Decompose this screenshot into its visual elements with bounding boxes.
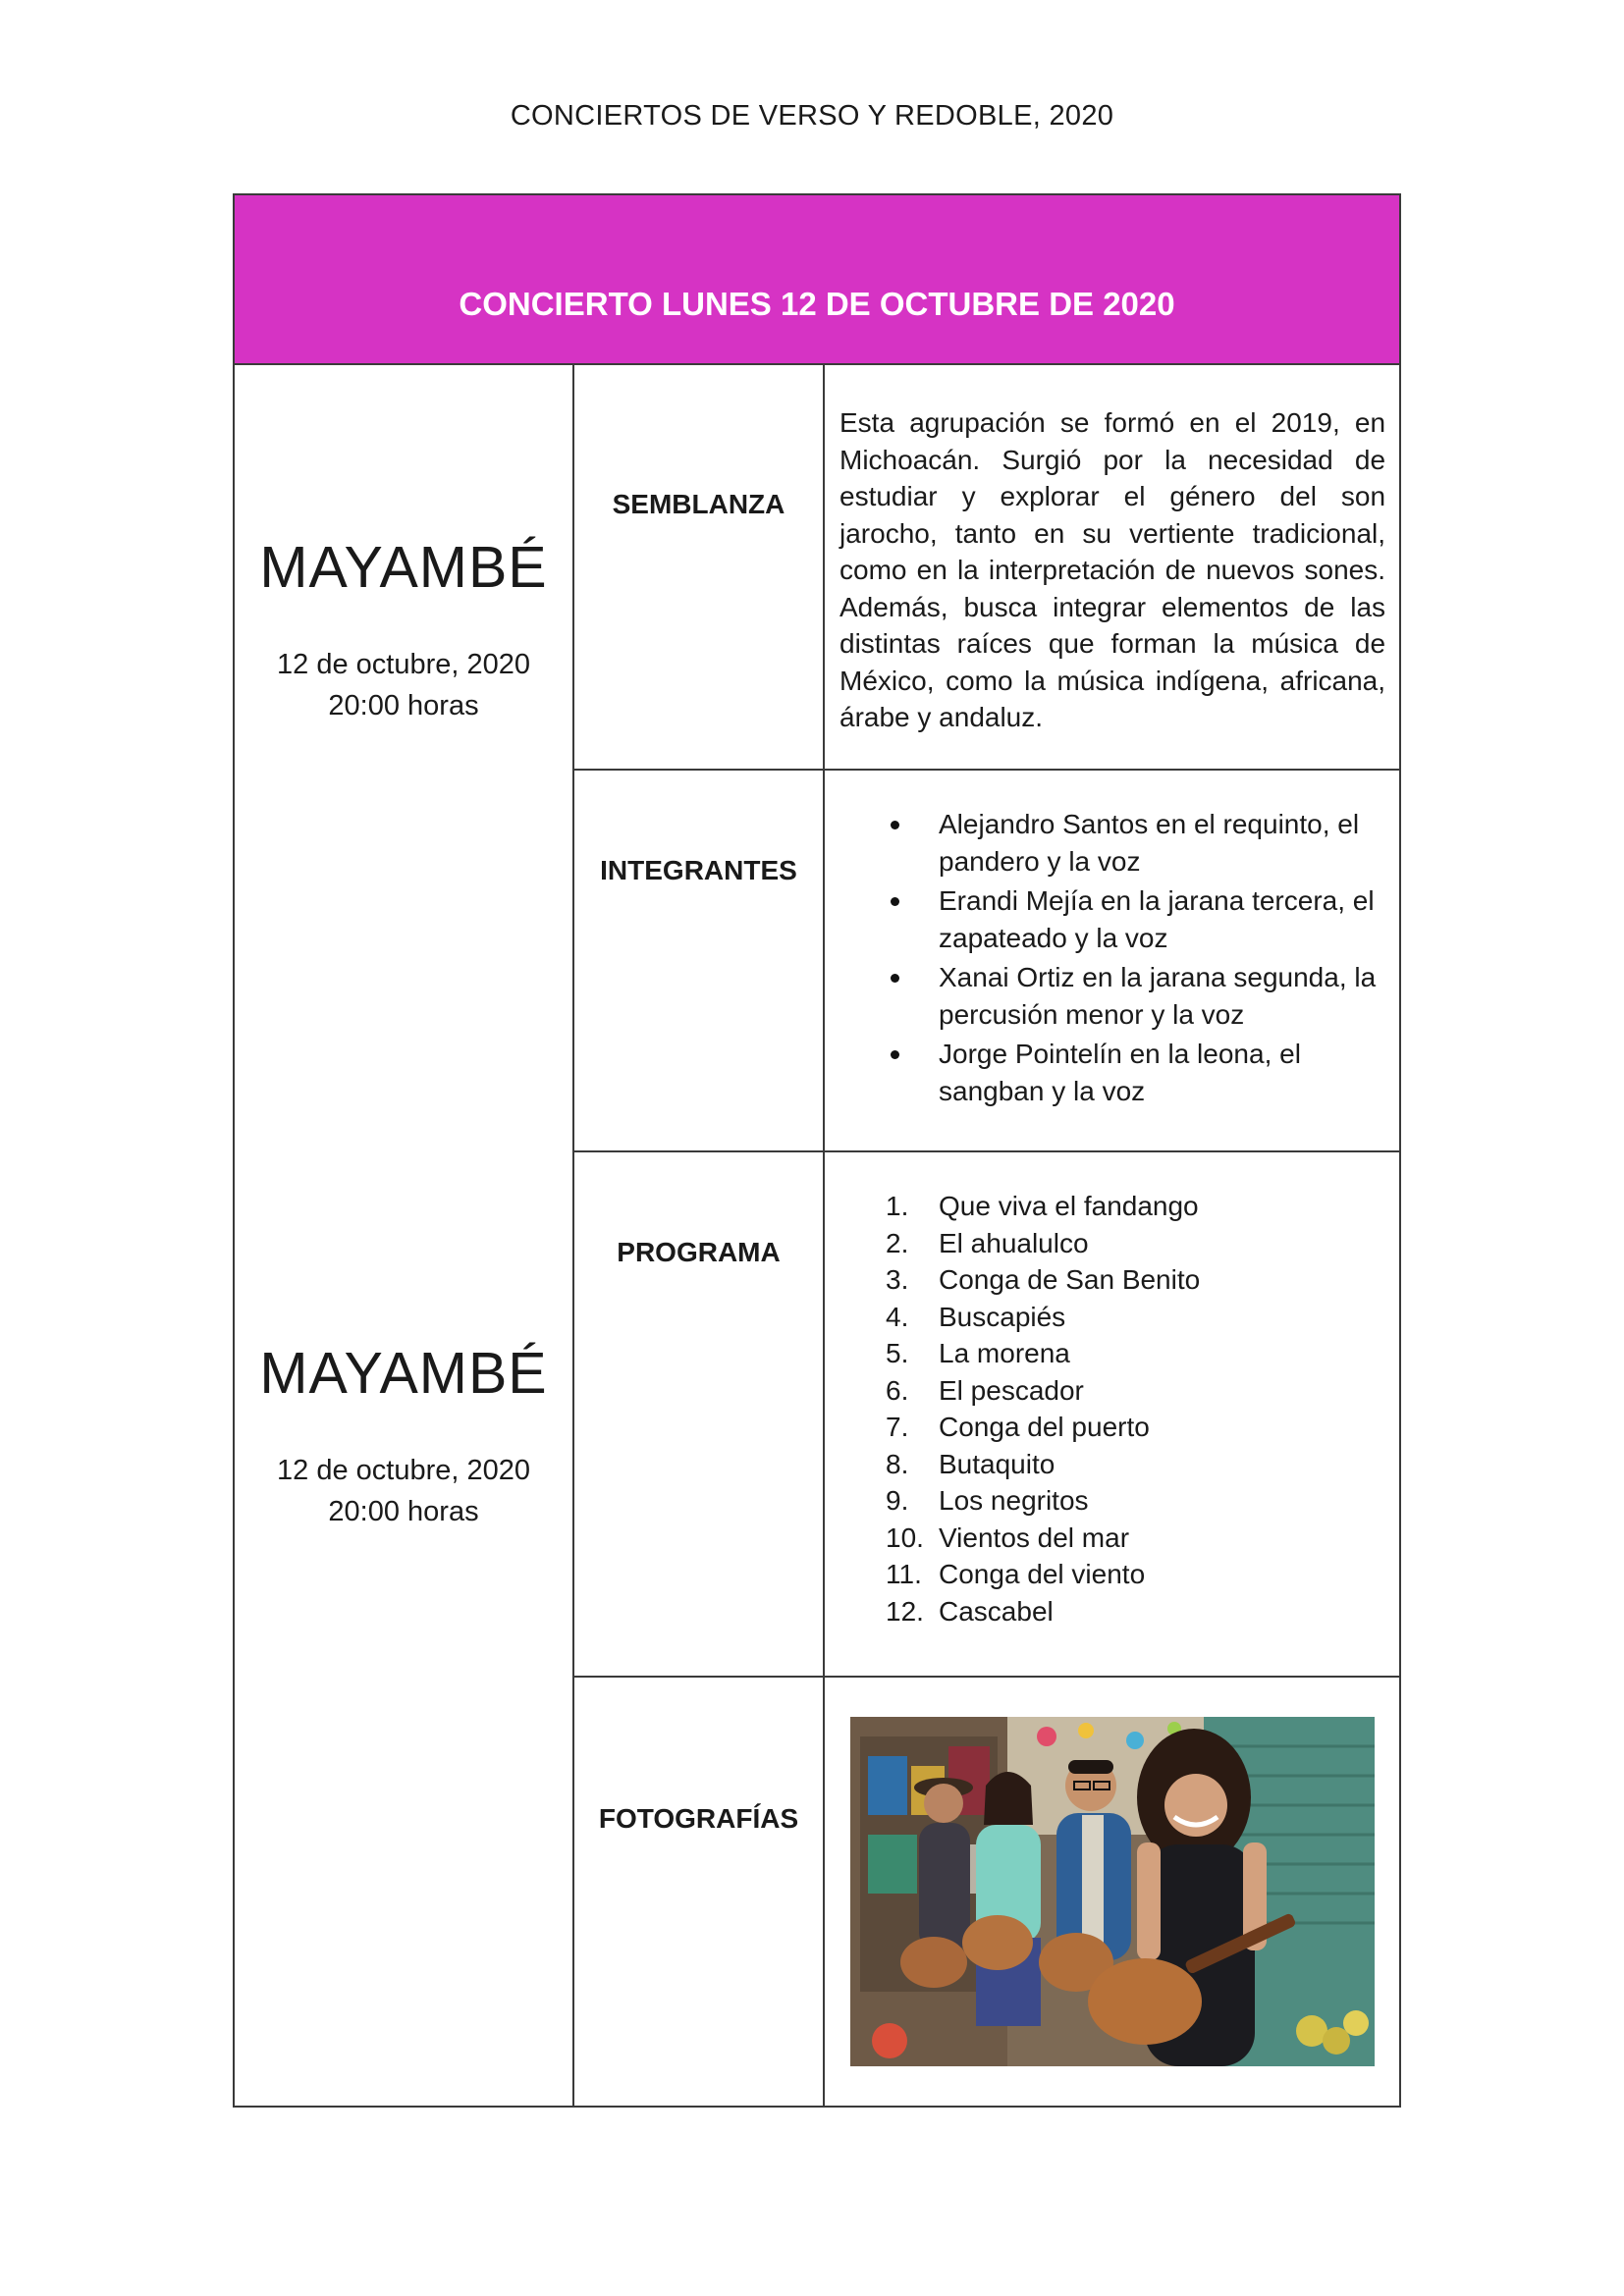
- integrantes-label: INTEGRANTES: [600, 855, 797, 885]
- bullet-icon: [891, 974, 899, 983]
- fotografias-content-cell: [824, 1677, 1400, 2107]
- semblanza-text: Esta agrupación se formó en el 2019, en Michoacán. Surgió por la necesidad de estudiar y explorar el género del son jarocho, tanto en su vertiente tradicional, como en la interpretación de nuevos sones. Además, busca integrar elementos de las distintas raíces que forman la música de México, como la música indígena, africana, árabe y andaluz.: [839, 407, 1386, 732]
- list-item: [825, 1036, 1380, 1109]
- band-info-cell: [234, 364, 573, 2107]
- item-number: 10.: [886, 1522, 924, 1553]
- bullet-icon: [891, 1050, 899, 1059]
- song-title: Conga del viento: [939, 1559, 1146, 1589]
- song-title: Conga del puerto: [939, 1412, 1150, 1442]
- band-photo: [850, 1717, 1375, 2066]
- song-title: El ahualulco: [939, 1227, 1089, 1258]
- song-title: Cascabel: [939, 1595, 1054, 1627]
- band-time: 20:00 horas: [328, 690, 479, 721]
- list-item: [825, 1335, 1380, 1372]
- song-title: Que viva el fandango: [939, 1191, 1199, 1221]
- item-number: 2.: [886, 1227, 909, 1258]
- member-text: Erandi Mejía en la jarana tercera, el zapateado y la voz: [939, 885, 1375, 953]
- concert-title-cell: [234, 194, 1400, 364]
- band-name: MAYAMBÉ: [259, 535, 548, 600]
- band-date: 12 de octubre, 2020: [277, 649, 530, 680]
- band-photo-illustration: [850, 1717, 1375, 2066]
- item-number: 4.: [886, 1301, 909, 1332]
- list-item: [825, 806, 1380, 880]
- bullet-icon: [891, 821, 899, 829]
- song-title: El pescador: [939, 1374, 1084, 1406]
- item-number: 9.: [886, 1485, 909, 1516]
- member-text: Xanai Ortiz en la jarana segunda, la percusión menor y la voz: [939, 962, 1377, 1030]
- band-block-1: [235, 535, 572, 726]
- song-title: Buscapiés: [939, 1301, 1066, 1332]
- programa-list: [825, 1152, 1399, 1629]
- semblanza-content-cell: [824, 364, 1400, 770]
- item-number: 3.: [886, 1264, 909, 1295]
- list-item: [825, 1188, 1380, 1225]
- integrantes-label-cell: [573, 770, 824, 1151]
- photo-wrap: [825, 1678, 1399, 2066]
- item-number: 6.: [886, 1374, 909, 1406]
- integrantes-list: [825, 771, 1399, 1109]
- page-header: CONCIERTOS DE VERSO Y REDOBLE, 2020: [510, 100, 1114, 132]
- programa-content-cell: [824, 1151, 1400, 1677]
- song-title: Conga de San Benito: [939, 1264, 1201, 1295]
- song-title: La morena: [939, 1338, 1070, 1368]
- bullet-icon: [891, 897, 899, 906]
- semblanza-label: SEMBLANZA: [612, 489, 785, 519]
- band-date: 12 de octubre, 2020: [277, 1455, 530, 1486]
- item-number: 11.: [886, 1559, 922, 1589]
- list-item: [825, 1409, 1380, 1446]
- fotografias-label-cell: [573, 1677, 824, 2107]
- list-item: [825, 1593, 1380, 1630]
- list-item: [825, 882, 1380, 956]
- list-item: [825, 1520, 1380, 1557]
- item-number: 7.: [886, 1412, 909, 1442]
- member-text: Alejandro Santos en el requinto, el pandero y la voz: [939, 809, 1360, 877]
- concert-table: [233, 193, 1401, 2108]
- band-time: 20:00 horas: [328, 1496, 479, 1527]
- band-block-2: [235, 1341, 572, 1532]
- list-item: [825, 1261, 1380, 1299]
- programa-label-cell: [573, 1151, 824, 1677]
- semblanza-label-cell: [573, 364, 824, 770]
- member-text: Jorge Pointelín en la leona, el sangban y la voz: [939, 1039, 1301, 1106]
- band-name: MAYAMBÉ: [259, 1341, 548, 1406]
- list-item: [825, 1446, 1380, 1483]
- item-number: 12.: [886, 1595, 924, 1627]
- fotografias-label: FOTOGRAFÍAS: [598, 1803, 799, 1834]
- integrantes-content-cell: [824, 770, 1400, 1151]
- programa-label: PROGRAMA: [617, 1237, 781, 1267]
- list-item: [825, 959, 1380, 1033]
- item-number: 1.: [886, 1191, 909, 1221]
- song-title: Butaquito: [939, 1448, 1056, 1479]
- song-title: Los negritos: [939, 1485, 1089, 1516]
- list-item: [825, 1299, 1380, 1336]
- list-item: [825, 1225, 1380, 1262]
- list-item: [825, 1556, 1380, 1593]
- concert-title: CONCIERTO LUNES 12 DE OCTUBRE DE 2020: [459, 285, 1175, 322]
- item-number: 8.: [886, 1448, 909, 1479]
- item-number: 5.: [886, 1338, 909, 1368]
- list-item: [825, 1482, 1380, 1520]
- list-item: [825, 1372, 1380, 1410]
- song-title: Vientos del mar: [939, 1522, 1130, 1553]
